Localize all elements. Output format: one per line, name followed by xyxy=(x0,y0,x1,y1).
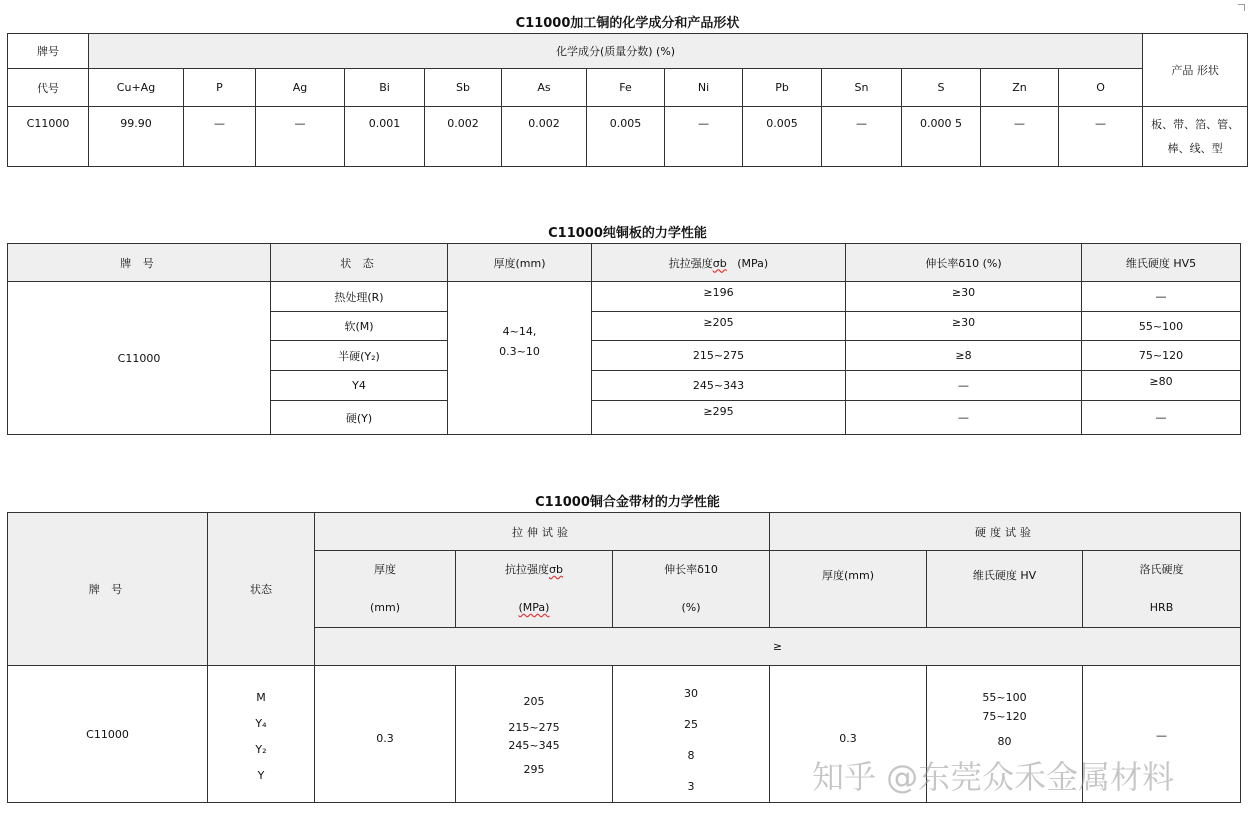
tensile-cell: ≥196 xyxy=(592,282,846,312)
tensile-prefix: 抗拉强度 xyxy=(505,563,550,576)
value-cell: 0.005 xyxy=(587,107,665,167)
element-header: As xyxy=(502,69,587,107)
code-label: 代号 xyxy=(8,69,89,107)
header-tensile-symbol: σb xyxy=(712,256,727,270)
copper-plate-mechanical-table xyxy=(7,243,1241,435)
hrb-label: 洛氏硬度 xyxy=(1139,563,1184,576)
element-header: P xyxy=(184,69,256,107)
header-thickness xyxy=(315,551,456,628)
thickness-line2: 0.3~10 xyxy=(499,345,540,358)
hardness-cell: — xyxy=(1082,282,1241,312)
hardness-cell: 55~100 xyxy=(1082,312,1241,341)
elongation-value: 30 xyxy=(684,687,698,700)
state-cell: 硬(Y) xyxy=(271,401,448,435)
elongation-value: 25 xyxy=(684,718,698,731)
hv-value: 80 xyxy=(997,735,1012,748)
elongation-cell xyxy=(613,666,770,803)
brand-label: 牌号 xyxy=(8,34,89,69)
hrb-cell: — xyxy=(1083,666,1241,803)
header-state: 状 态 xyxy=(271,244,448,282)
value-cell: 0.001 xyxy=(345,107,425,167)
brand-cell: C11000 xyxy=(8,282,271,435)
header-tension-test: 拉伸试验 xyxy=(315,513,770,551)
header-tensile-unit: (MPa) xyxy=(737,256,769,270)
hard-thickness-cell: 0.3 xyxy=(770,666,927,803)
tensile-unit: (MPa) xyxy=(518,601,550,614)
elongation-value: 3 xyxy=(687,780,695,793)
thickness-label: 厚度 xyxy=(374,563,396,576)
element-header: Bi xyxy=(345,69,425,107)
header-hrb xyxy=(1083,551,1241,628)
elongation-unit: (%) xyxy=(681,601,701,614)
thickness-unit: (mm) xyxy=(369,601,400,614)
state-item: Y xyxy=(257,769,265,782)
value-cell: — xyxy=(981,107,1059,167)
header-tensile xyxy=(456,551,613,628)
tensile-value: 215~275 xyxy=(508,721,560,734)
table2-title: C11000纯铜板的力学性能 xyxy=(548,226,707,241)
value-cell: 99.90 xyxy=(89,107,184,167)
value-cell: 0.005 xyxy=(743,107,822,167)
thickness-cell xyxy=(448,282,592,435)
element-header: Cu+Ag xyxy=(89,69,184,107)
hrb-unit: HRB xyxy=(1149,601,1174,614)
product-shapes-line1: 板、带、箔、管、 xyxy=(1151,117,1240,131)
product-header: 产品 形状 xyxy=(1143,34,1248,107)
hardness-cell: 75~120 xyxy=(1082,341,1241,371)
header-hardness: 维氏硬度 HV5 xyxy=(1082,244,1241,282)
elongation-cell: — xyxy=(846,371,1082,401)
element-header: Pb xyxy=(743,69,822,107)
element-header: O xyxy=(1059,69,1143,107)
tensile-cell: ≥205 xyxy=(592,312,846,341)
value-cell: — xyxy=(1059,107,1143,167)
value-cell: 0.000 5 xyxy=(902,107,981,167)
elongation-cell: ≥30 xyxy=(846,312,1082,341)
tensile-cell: 245~343 xyxy=(592,371,846,401)
value-cell: 0.002 xyxy=(502,107,587,167)
tensile-cell xyxy=(456,666,613,803)
value-cell: — xyxy=(822,107,902,167)
thickness-cell: 0.3 xyxy=(315,666,456,803)
state-cell: 软(M) xyxy=(271,312,448,341)
header-state: 状态 xyxy=(208,513,315,666)
states-cell xyxy=(208,666,315,803)
hv-value: 55~100 xyxy=(982,691,1027,704)
value-cell: 0.002 xyxy=(425,107,502,167)
state-cell: Y4 xyxy=(271,371,448,401)
header-tensile xyxy=(592,244,846,282)
header-elongation: 伸长率δ10 (%) xyxy=(846,244,1082,282)
table1-title: C11000加工铜的化学成分和产品形状 xyxy=(515,16,740,31)
tensile-cell: 215~275 xyxy=(592,341,846,371)
header-brand: 牌 号 xyxy=(8,244,271,282)
element-header: Fe xyxy=(587,69,665,107)
header-brand: 牌 号 xyxy=(8,513,208,666)
table3-title: C11000铜合金带材的力学性能 xyxy=(535,495,720,510)
element-header: S xyxy=(902,69,981,107)
header-elongation xyxy=(613,551,770,628)
elongation-cell: — xyxy=(846,401,1082,435)
state-cell: 半硬(Y₂) xyxy=(271,341,448,371)
corner-mark xyxy=(1238,4,1245,11)
header-hard-thickness: 厚度(mm) xyxy=(770,551,927,628)
header-hardness-test: 硬度试验 xyxy=(770,513,1241,551)
tensile-symbol: σb xyxy=(549,563,563,576)
element-header: Sb xyxy=(425,69,502,107)
elongation-label: 伸长率δ10 xyxy=(664,563,718,576)
product-shapes xyxy=(1143,107,1248,167)
state-cell: 热处理(R) xyxy=(271,282,448,312)
tensile-cell: ≥295 xyxy=(592,401,846,435)
tensile-value: 295 xyxy=(523,763,545,776)
state-item: M xyxy=(256,691,266,704)
state-item: Y₂ xyxy=(255,743,267,756)
row-code: C11000 xyxy=(8,107,89,167)
value-cell: — xyxy=(665,107,743,167)
tensile-value: 205 xyxy=(523,695,545,708)
state-item: Y₄ xyxy=(255,717,267,730)
value-cell: — xyxy=(184,107,256,167)
brand-cell: C11000 xyxy=(8,666,208,803)
elongation-cell: ≥30 xyxy=(846,282,1082,312)
value-cell: — xyxy=(256,107,345,167)
watermark: 知乎 @东莞众禾金属材料 xyxy=(812,758,1175,796)
header-tensile-prefix: 抗拉强度 xyxy=(668,256,713,270)
hardness-cell: ≥80 xyxy=(1082,371,1241,401)
elongation-cell: ≥8 xyxy=(846,341,1082,371)
element-header: Ni xyxy=(665,69,743,107)
thickness-line1: 4~14, xyxy=(502,325,537,338)
tensile-value: 245~345 xyxy=(508,739,560,752)
hardness-cell: — xyxy=(1082,401,1241,435)
element-header: Ag xyxy=(256,69,345,107)
element-header: Sn xyxy=(822,69,902,107)
chem-header: 化学成分(质量分数) (%) xyxy=(89,34,1143,69)
header-thickness: 厚度(mm) xyxy=(448,244,592,282)
header-hv: 维氏硬度 HV xyxy=(927,551,1083,628)
ge-symbol: ≥ xyxy=(315,628,1241,666)
product-shapes-line2: 棒、线、型 xyxy=(1167,141,1223,155)
elongation-value: 8 xyxy=(687,749,695,762)
element-header: Zn xyxy=(981,69,1059,107)
chemical-composition-table xyxy=(7,33,1248,167)
hv-value: 75~120 xyxy=(982,710,1027,723)
